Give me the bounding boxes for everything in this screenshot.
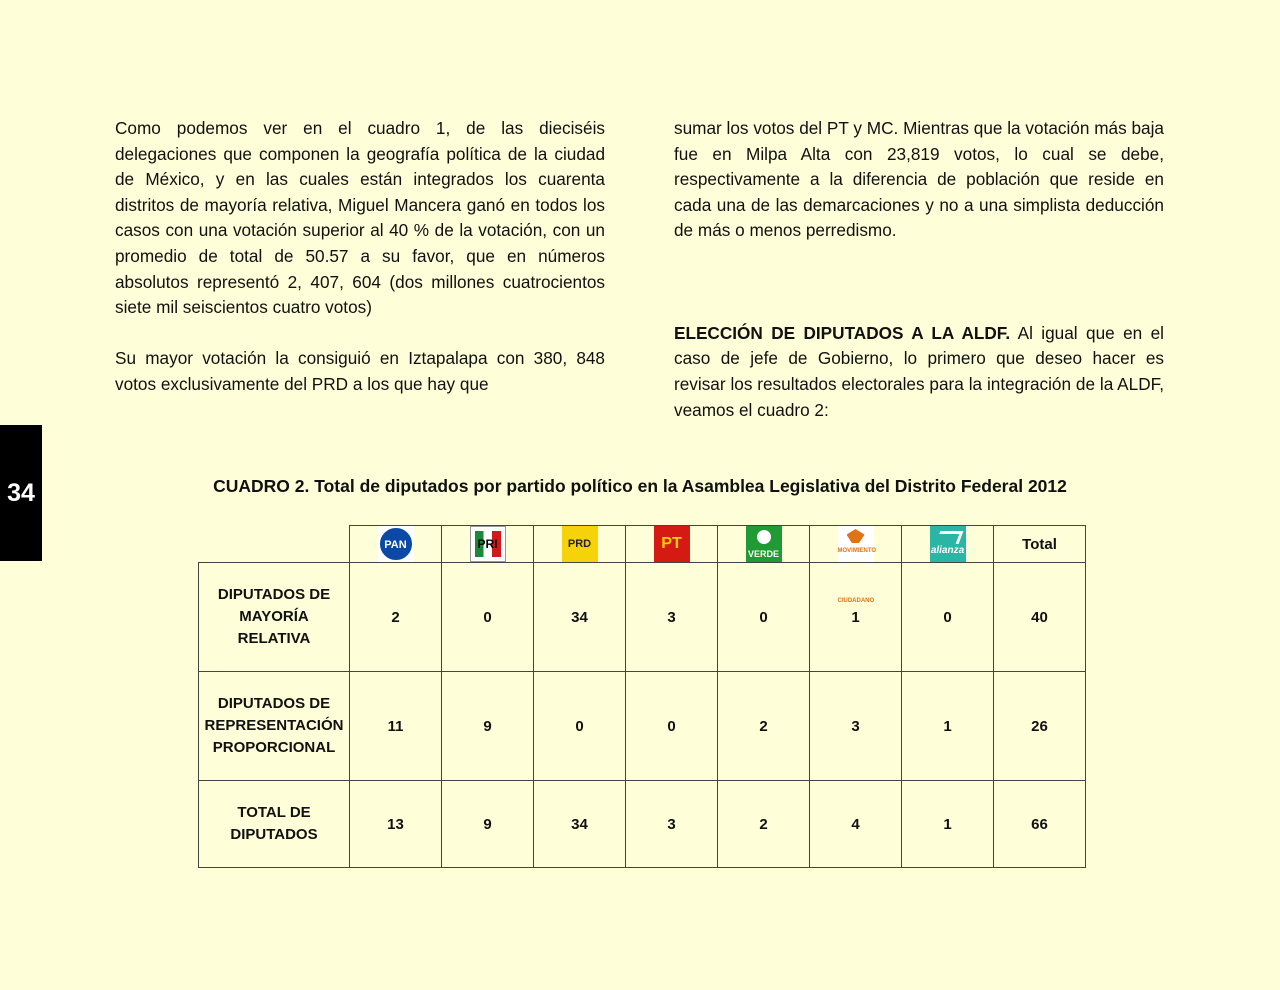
empty-corner-cell <box>199 526 350 563</box>
table-caption: CUADRO 2. Total de diputados por partido político en la Asamblea Legislativa del Distrito Federal 2012 <box>213 476 1067 496</box>
table-header-row <box>199 526 1086 563</box>
mc-logo-cell <box>810 526 902 604</box>
left-column <box>115 116 605 398</box>
pt-logo-icon: PT <box>654 526 690 562</box>
table-cell: 2 <box>718 672 810 781</box>
table-row <box>199 563 1086 672</box>
table-cell: 1 <box>902 672 994 781</box>
table-cell: 13 <box>350 781 442 868</box>
nueva-alianza-logo-icon: alianza <box>930 526 966 562</box>
table-row <box>199 781 1086 868</box>
section-text: Al igual que en el caso de jefe de Gobierno, lo primero que deseo hacer es revisar los resultados electorales para la integración de la ALDF, veamos el cuadro 2: <box>674 322 1164 420</box>
table-cell: 2 <box>718 781 810 868</box>
page-number: 34 <box>7 478 35 507</box>
pan-logo-icon: PAN <box>378 526 414 562</box>
table-cell: 3 <box>626 563 718 672</box>
table-cell: 3 <box>810 672 902 781</box>
row-label: TOTAL DE DIPUTADOS <box>199 781 350 868</box>
right-column <box>674 116 1164 423</box>
prd-logo-icon: PRD <box>562 526 598 562</box>
right-paragraph-1: sumar los votos del PT y MC. Mientras que la votación más baja fue en Milpa Alta con 23,819 votos, lo cual se debe, respectivamente a la diferencia de población que reside en cada una de las demarcaciones y no a una simplista deducción de más o menos perredismo. <box>674 118 1164 241</box>
row-label: DIPUTADOS DE REPRESENTACIÓN PROPORCIONAL <box>199 672 350 781</box>
total-header: Total <box>994 526 1086 563</box>
section-heading: ELECCIÓN DE DIPUTADOS A LA ALDF. <box>674 322 1011 343</box>
prd-logo-cell <box>534 526 626 563</box>
table-cell: 0 <box>902 563 994 672</box>
pri-logo-cell <box>442 526 534 563</box>
table-cell: 4 <box>810 781 902 868</box>
table-cell: 0 <box>442 563 534 672</box>
table-cell: 2 <box>350 563 442 672</box>
right-paragraph-2 <box>674 321 1164 423</box>
table-cell: 34 <box>534 563 626 672</box>
table-cell: 1 <box>810 563 902 672</box>
row-label: DIPUTADOS DE MAYORÍA RELATIVA <box>199 563 350 672</box>
movimiento-ciudadano-logo-icon: MOVIMIENTO CIUDADANO <box>838 526 874 562</box>
table-cell-total: 26 <box>994 672 1086 781</box>
table-cell: 11 <box>350 672 442 781</box>
pan-logo-cell <box>350 526 442 563</box>
table-cell: 34 <box>534 781 626 868</box>
table-cell: 9 <box>442 672 534 781</box>
table-cell: 3 <box>626 781 718 868</box>
left-paragraph-1: Como podemos ver en el cuadro 1, de las dieciséis delegaciones que componen la geografía política de la ciudad de México, y en las cuales están integrados los cuarenta distritos de mayoría relativa, Miguel Mancera ganó en todos los casos con una votación superior al 40 % de la votación, con un promedio de total de 50.57 a su favor, que en números absolutos representó 2, 407, 604 (dos millones cuatrocientos siete mil seiscientos cuatro votos) <box>115 118 605 318</box>
table-row <box>199 672 1086 781</box>
table-cell-total: 40 <box>994 563 1086 672</box>
table-cell: 0 <box>718 563 810 672</box>
verde-logo-cell <box>718 526 810 563</box>
pri-logo-icon: PRI <box>470 526 506 562</box>
table-cell: 1 <box>902 781 994 868</box>
pt-logo-cell <box>626 526 718 563</box>
table-cell: 0 <box>534 672 626 781</box>
left-paragraph-2: Su mayor votación la consiguió en Iztapalapa con 380, 848 votos exclusivamente del PRD a los que hay que <box>115 348 605 394</box>
table-cell-total: 66 <box>994 781 1086 868</box>
table-cell: 0 <box>626 672 718 781</box>
table-cell: 9 <box>442 781 534 868</box>
verde-logo-icon: VERDE <box>746 526 782 562</box>
nueva-alianza-logo-cell <box>902 526 994 563</box>
results-table <box>198 525 1086 868</box>
